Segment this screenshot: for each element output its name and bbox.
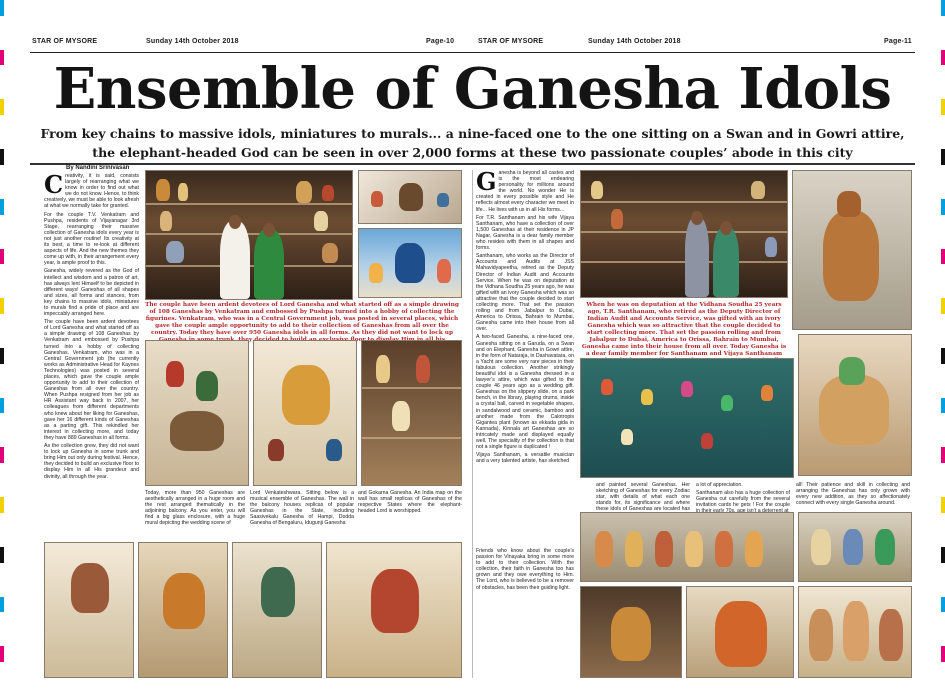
registration-strip-right (941, 0, 945, 696)
left-paper-name: STAR OF MYSORE (32, 38, 98, 45)
paragraph: Santhanam, who works as the Director of Accounts and Audits at JSS Mahavidyapeetha, retired as the Deputy Director of Indian Audit and Accounts Service. When he was on deputation at the Vidhana Soudha 25 years ago, he was gifted with an ivory Ganesha which was so attractive that the couple decided to start collecting more. That set the passion rolling and from Jabalpur to Dubai, America to Orissa, Bahrain to Mumbai, Ganesha came into their house from all over. (476, 253, 574, 333)
paragraph: Friends who know about the couple’s passion for Vinayaka bring in some more to add to their collection. With the collection, their faith in Ganesha too has grown and they owe everything to Him. The Lord, who is believed to be a remover of obstacles, has been their guiding light. (476, 548, 574, 591)
caption-right: When he was on deputation at the Vidhana Soudha 25 years ago, T.R. Santhanam, who retired as the Deputy Director of Indian Audit and Accounts Service, was gifted with an ivory Ganesha which was so attractive that the couple decided to start collecting more. That set the passion rolling and from Jabalpur to Dubai, America to Orissa, Bahrain to Mumbai, Ganesha came into their house from all over. Today Ganesha is a dear family member for Santhanam and Vijaya Santhanam (581, 302, 787, 357)
photo-ganesha-mural (253, 340, 357, 486)
photo-santhanam-couple (580, 170, 788, 298)
photo-ganesha-painting-2 (138, 542, 228, 678)
article-column-6 (596, 482, 690, 513)
page-gutter (472, 170, 473, 678)
photo-ganesha-group (798, 586, 912, 678)
article-column-7 (696, 482, 790, 510)
paragraph: Lord Venkateshwara. Sitting below is a musical ensemble of Ganeshas. The wall in the balcony houses replicas of popular Ganeshas in the State, including Saasivekalu Ganesha of Hampi, Dodda Ganesha of Bengaluru, Idugunji Ganesha (250, 490, 354, 527)
deck: From key chains to massive idols, miniatures to murals... a nine-faced one to the one sitting on a Swan and in Gowri attire, the elephant-headed God can be seen in over 2,000 forms at these two passionate couples’ abode in this city (40, 126, 905, 160)
photo-ganesha-park-diorama (580, 358, 794, 478)
paragraph: and Gokarna Ganesha. An India map on the wall has small replicas of Ganeshas of the respective States where the elephant-headed Lord is worshipped. (358, 490, 462, 515)
photo-ganesha-shelves (361, 340, 462, 486)
article-column-3 (250, 490, 354, 550)
headline: Ensemble of Ganesha Idols (53, 56, 892, 122)
paragraph: Ganesha, widely revered as the God of intellect and wisdom and a patron of art, has always lent Himself to be depicted in different ways! Ganeshas of all shapes and sizes, all forms and stances, from key chains to massive idols, miniatures to murals find a pride of place and are impeccably arranged here. (44, 268, 139, 318)
woman-figure (713, 227, 739, 297)
left-page-number: Page-10 (426, 38, 455, 45)
photo-ganesha-procession (145, 340, 249, 486)
paragraph: reativity, it is said, consists largely of rearranging what we know in order to find out what we do not know. Hence, to think creatively, we must be able to look afresh at what we normally take for granted. (44, 173, 139, 210)
registration-strip-left (0, 0, 4, 696)
paragraph: Santhanam also has a huge collection of Ganesha cut carefully from the several invitation cards he gets ! For the couple (696, 490, 790, 509)
left-date: Sunday 14th October 2018 (146, 38, 239, 45)
paragraph: a lot of appreciation. (696, 482, 743, 488)
paragraph: Vijaya Santhanam, a versatile musician and a very talented artiste, has sketched (476, 452, 574, 465)
right-page-number: Page-11 (884, 38, 912, 45)
article-column-4-right (476, 548, 574, 678)
dropcap-g: G (476, 167, 497, 196)
deck-rule (30, 163, 915, 165)
photo-ganesha-painting-3 (232, 542, 322, 678)
photo-couple-with-collection (145, 170, 353, 300)
paragraph: and painted several Ganeshas. Her sketching of Ganeshas for every Zodiac star, with details of what each one stands for, its significance and where these idols of Ganeshas are located has (596, 482, 690, 513)
paragraph: anesha is beyond all castes and is the most endearing personality for millions around the world. No wonder He is created in every possible style and He reflects almost every character we meet in life... He lives with us in all His forms... (476, 170, 574, 213)
man-figure (685, 217, 709, 297)
article-column-8 (796, 482, 910, 510)
dropcap-c: C (44, 170, 64, 199)
article-column-gokarna-visible-real (358, 490, 462, 540)
photo-ganesha-painting-1 (44, 542, 134, 678)
paragraph: As the collection grew, they did not want to lock up Ganesha in some trunk and bring Him out only during festival. Hence, they decided to build an exclusive floor to display Him in all His grandeur and divinity, all through the year. (44, 443, 139, 480)
photo-ganesha-on-swan (792, 170, 912, 330)
photo-wall-ganesha-display (358, 170, 462, 224)
photo-ganesha-reclining (798, 334, 912, 476)
photo-ganesha-row-collection (580, 512, 794, 582)
top-rule (30, 52, 915, 53)
article-column-2 (145, 490, 245, 550)
byline: By Nandini Srinivasan (66, 165, 130, 171)
paragraph: A two-faced Ganesha, a nine-faced one, Ganesha sitting on a Garuda, on a Swan and on Elephant, Ganesha in Gowri attire, in the form of Nataraja, in Dashavatara, on a Yacht are some very rare pieces in their fabulous collection. Another strikingly beautiful idol is a Ganesha dressed in a lawyer’s attire, which was gifted to the couple 46 years ago as a wedding gift. Ganeshas on the slippery slide, on a park bench, in the library, playing drums, inside a crystal ball, carved in vegetable shapes, in sandalwood and ceramic, bamboo and another made from the Calotropis Gigantea plant (known as ekkada gida in Kannada), Kinnala art Ganeshas are so intricately made and displayed equally well. The speciality of the collection is that not a single figure is duplicated ! (476, 334, 574, 451)
right-date: Sunday 14th October 2018 (588, 38, 681, 45)
woman-figure (254, 229, 284, 299)
paragraph: all! Their patience and skill in collecting and arranging the Ganeshas has only grown with every new addition, as they so affectionately connect with every single Ganesha around. (796, 482, 910, 507)
article-column-5 (476, 167, 574, 545)
article-column-1 (44, 170, 139, 578)
right-paper-name: STAR OF MYSORE (478, 38, 544, 45)
paragraph: For the couple T.V. Venkatram and Pushpa, residents of Vijayanagar 3rd Stage, rearranging their massive collection of Ganesha idols every year is not just another routine! Its creativity at its best, a time to re-look at different aspects of life. And the new themes they come up with, in their arrangement every year, is ample proof to this. (44, 211, 139, 267)
photo-ganesha-orange (686, 586, 794, 678)
photo-ganesha-vitrine (580, 586, 682, 678)
photo-blue-ganesha (358, 228, 462, 298)
man-figure (220, 221, 250, 299)
paragraph: Today, more than 950 Ganeshas are aesthetically arranged in a huge room and the rest arranged thematically in the adjoining balcony. As you enter, you will find a big glass enclosure, with a huge mural depicting the wedding scene of (145, 490, 245, 527)
paragraph: For T.R. Santhanam and his wife Vijaya Santhanam, who have a collection of over 1,500 Ganeshas at their residence in JP Nagar, Ganesha is a dear family member who resides with them in all shapes and forms. (476, 214, 574, 252)
running-head (0, 38, 945, 50)
caption-left: The couple have been ardent devotees of Lord Ganesha and what started off as a simple drawing of 108 Ganeshas by Venkatram and embossed by Pushpa turned into a hobby of collecting the figurines. Venkatram, who was in a Central Government job, was posted in several places, which gave the couple ample opportunity to add to their collection of Ganeshas from all over the country. Today they have over 950 Ganesha idols in all forms. As they did not want to lock up floor (145, 302, 459, 343)
paragraph: The couple have been ardent devotees of Lord Ganesha and what started off as a simple drawing of 108 Ganeshas by Venkatram and embossed by Pushpa turned into a hobby of collecting Ganeshas. Venkatram, who was in a Central Government job (he currently works as Administrative Head for Kaynes Technologies) was posted in several places, which gave the couple ample opportunity to add to their collection of Ganeshas from all over the country. When Pushpa resigned from her job as HR Assistant way back in 2007, her colleagues from different departments who knew about her liking for Ganeshas, gave her 16 different kinds of Ganeshas as a parting gift. This rekindled her interest in collecting more, and today they have 889 Ganeshas in all forms. (44, 319, 139, 441)
photo-ganesha-musicians (798, 512, 912, 582)
photo-ganesha-painting-4 (326, 542, 462, 678)
